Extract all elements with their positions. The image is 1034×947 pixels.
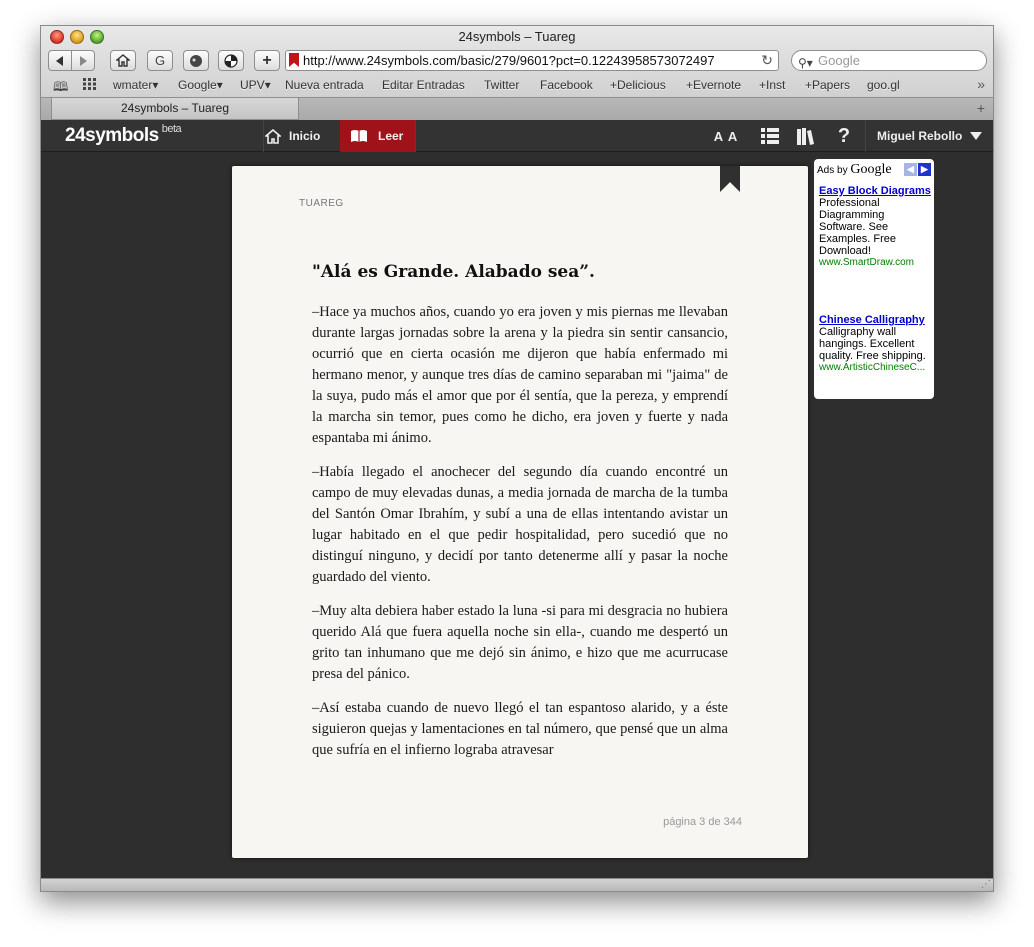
ad-url[interactable]: www.SmartDraw.com xyxy=(819,257,915,268)
ads-navigation xyxy=(904,163,931,176)
add-bookmark-button[interactable] xyxy=(254,50,280,71)
new-tab-icon[interactable]: + xyxy=(976,100,985,116)
home-icon xyxy=(265,129,281,144)
reader-area xyxy=(41,152,993,880)
tab-24symbols-tuareg[interactable]: 24symbols – Tuareg xyxy=(51,98,299,120)
google-ads-panel xyxy=(814,159,934,399)
page-text xyxy=(312,302,728,778)
running-head: TUAREG xyxy=(299,198,344,209)
library-button[interactable] xyxy=(791,120,821,152)
paragraph: –Muy alta debiera haber estado la luna -si para mi desgracia no hubiera querido Alá que fuera aquella noche sin ella-, cuando me despertó un grito tan inhumano que me dejó sin ánimo, e hizo que me acurrucase presa del pánico. xyxy=(312,603,728,682)
evernote-elephant-icon xyxy=(189,54,203,68)
title-bar xyxy=(41,26,993,48)
page-number: página 3 de 344 xyxy=(663,816,742,828)
bookmark-evernote[interactable]: +Evernote xyxy=(686,78,742,92)
window-title: 24symbols – Tuareg xyxy=(458,29,576,44)
bookmark-nueva-entrada[interactable]: Nueva entrada xyxy=(285,78,364,92)
nav-divider xyxy=(865,120,866,152)
ad-body: Calligraphy wall hangings. Excellent quality. Free shipping. xyxy=(819,326,926,362)
google-g-icon: G xyxy=(154,53,166,68)
app-header xyxy=(41,120,993,152)
ads-prev-arrow-icon[interactable]: ◀ xyxy=(904,163,917,176)
forward-button[interactable] xyxy=(71,50,95,71)
user-name: Miguel Rebollo xyxy=(877,129,963,143)
bookmark-wmater[interactable]: wmater▾ xyxy=(113,78,159,92)
extension-button[interactable] xyxy=(218,50,244,71)
evernote-button[interactable] xyxy=(183,50,209,71)
reload-icon[interactable]: ↻ xyxy=(761,52,773,68)
back-button[interactable] xyxy=(48,50,72,71)
ad-item[interactable] xyxy=(819,185,931,269)
resize-grip-icon[interactable]: ⋰ xyxy=(981,879,991,890)
search-placeholder: Google xyxy=(818,53,860,68)
bookmark-google[interactable]: Google▾ xyxy=(178,78,223,92)
chapter-title: "Alá es Grande. Alabado sea”. xyxy=(312,262,595,282)
chevron-down-icon xyxy=(970,132,982,140)
home-button[interactable] xyxy=(110,50,136,71)
google-bookmarklet-button[interactable] xyxy=(147,50,173,71)
quadrant-circle-icon xyxy=(224,54,238,68)
back-arrow-icon xyxy=(55,56,65,66)
top-sites-grid-icon xyxy=(83,78,97,90)
open-book-icon[interactable]: 🕮 xyxy=(53,79,69,94)
site-logo[interactable]: 24symbols $^{beta}$ xyxy=(65,123,182,146)
ad-url[interactable]: www.ArtisticChineseC... xyxy=(819,362,926,373)
site-favicon-icon xyxy=(289,53,299,67)
ad-body: Professional Diagramming Software. See Examples. Free Download! xyxy=(819,197,897,257)
bookmark-facebook[interactable]: Facebook xyxy=(540,78,593,92)
more-bookmarks-chevron-icon[interactable]: » xyxy=(977,76,985,92)
forward-arrow-icon xyxy=(78,56,88,66)
table-of-contents-button[interactable] xyxy=(755,120,785,152)
home-icon xyxy=(116,54,130,67)
bookmarks-bar xyxy=(41,75,993,95)
nav-inicio[interactable]: Inicio xyxy=(265,120,341,152)
browser-toolbar xyxy=(41,48,993,74)
search-icon: ⚲▾ xyxy=(798,56,813,70)
plus-icon: + xyxy=(262,51,272,69)
bookmark-inst[interactable]: +Inst xyxy=(759,78,786,92)
list-icon xyxy=(761,128,779,144)
bookmark-ribbon-icon[interactable] xyxy=(720,166,740,192)
book-page[interactable] xyxy=(232,166,808,858)
bookmark-twitter[interactable]: Twitter xyxy=(484,78,520,92)
ad-title-link[interactable]: Easy Block Diagrams xyxy=(819,185,931,197)
help-button[interactable] xyxy=(829,120,859,152)
tab-bar xyxy=(41,97,993,120)
address-bar-url: http://www.24symbols.com/basic/279/9601?pct=0.12243958573072497 xyxy=(303,53,715,68)
ads-next-arrow-icon[interactable]: ▶ xyxy=(918,163,931,176)
grid-icon[interactable] xyxy=(83,78,97,93)
google-wordmark: Google xyxy=(850,162,892,177)
browser-window xyxy=(40,25,994,892)
browser-chrome xyxy=(41,26,993,120)
books-icon xyxy=(797,128,815,145)
ads-by-google-label[interactable]: Ads by Google xyxy=(817,162,892,177)
nav-leer[interactable]: Leer xyxy=(340,120,415,152)
ad-title-link[interactable]: Chinese Calligraphy xyxy=(819,314,925,326)
nav-divider xyxy=(263,120,264,152)
bookmark-delicious[interactable]: +Delicious xyxy=(610,78,666,92)
question-mark-icon: ? xyxy=(837,124,851,147)
status-bar xyxy=(41,878,993,891)
ad-item[interactable] xyxy=(819,314,931,374)
font-size-button[interactable]: A A xyxy=(713,128,739,144)
paragraph: –Así estaba cuando de nuevo llegó el tan espantoso alarido, y a éste siguieron quejas y lamentaciones en tal número, que pensé que un alma que sufría en el infierno lograba atravesar xyxy=(312,700,728,758)
nav-divider xyxy=(415,120,416,152)
bookmark-upv[interactable]: UPV▾ xyxy=(240,78,271,92)
beta-label: beta xyxy=(161,123,182,135)
bookmark-editar-entradas[interactable]: Editar Entradas xyxy=(382,78,465,92)
address-bar[interactable] xyxy=(285,50,779,71)
bookmark-papers[interactable]: +Papers xyxy=(805,78,851,92)
bookmark-googl[interactable]: goo.gl xyxy=(867,78,900,92)
paragraph: –Había llegado el anochecer del segundo día cuando encontré un campo de muy elevadas dunas, a media jornada de marcha de la tumba del Santón Omar Ibrahím, y subí a una de ellas intentando avistar un lugar habitado en el que pedir hospitalidad, pero sucedió que no distinguí ninguno, y decidí por tanto detenerme allí y pasar la noche guardado del viento. xyxy=(312,464,728,585)
search-field[interactable] xyxy=(791,50,987,71)
user-menu[interactable] xyxy=(877,120,982,152)
paragraph: –Hace ya muchos años, cuando yo era joven y mis piernas me llevaban durante largas jornadas sobre la arena y la piedra sin sentir cansancio, ocurrió que en cierta ocasión me dijeron que había enfermado mi hermano menor, y aunque tres días de camino separaban mi "jaima" de la suya, pudo más el amor que por él sentía, que la pereza, y emprendí la marcha sin temor, pues como he dicho, era joven y fuerte y nada espantaba mi ánimo. xyxy=(312,304,728,446)
open-book-icon xyxy=(350,129,368,143)
